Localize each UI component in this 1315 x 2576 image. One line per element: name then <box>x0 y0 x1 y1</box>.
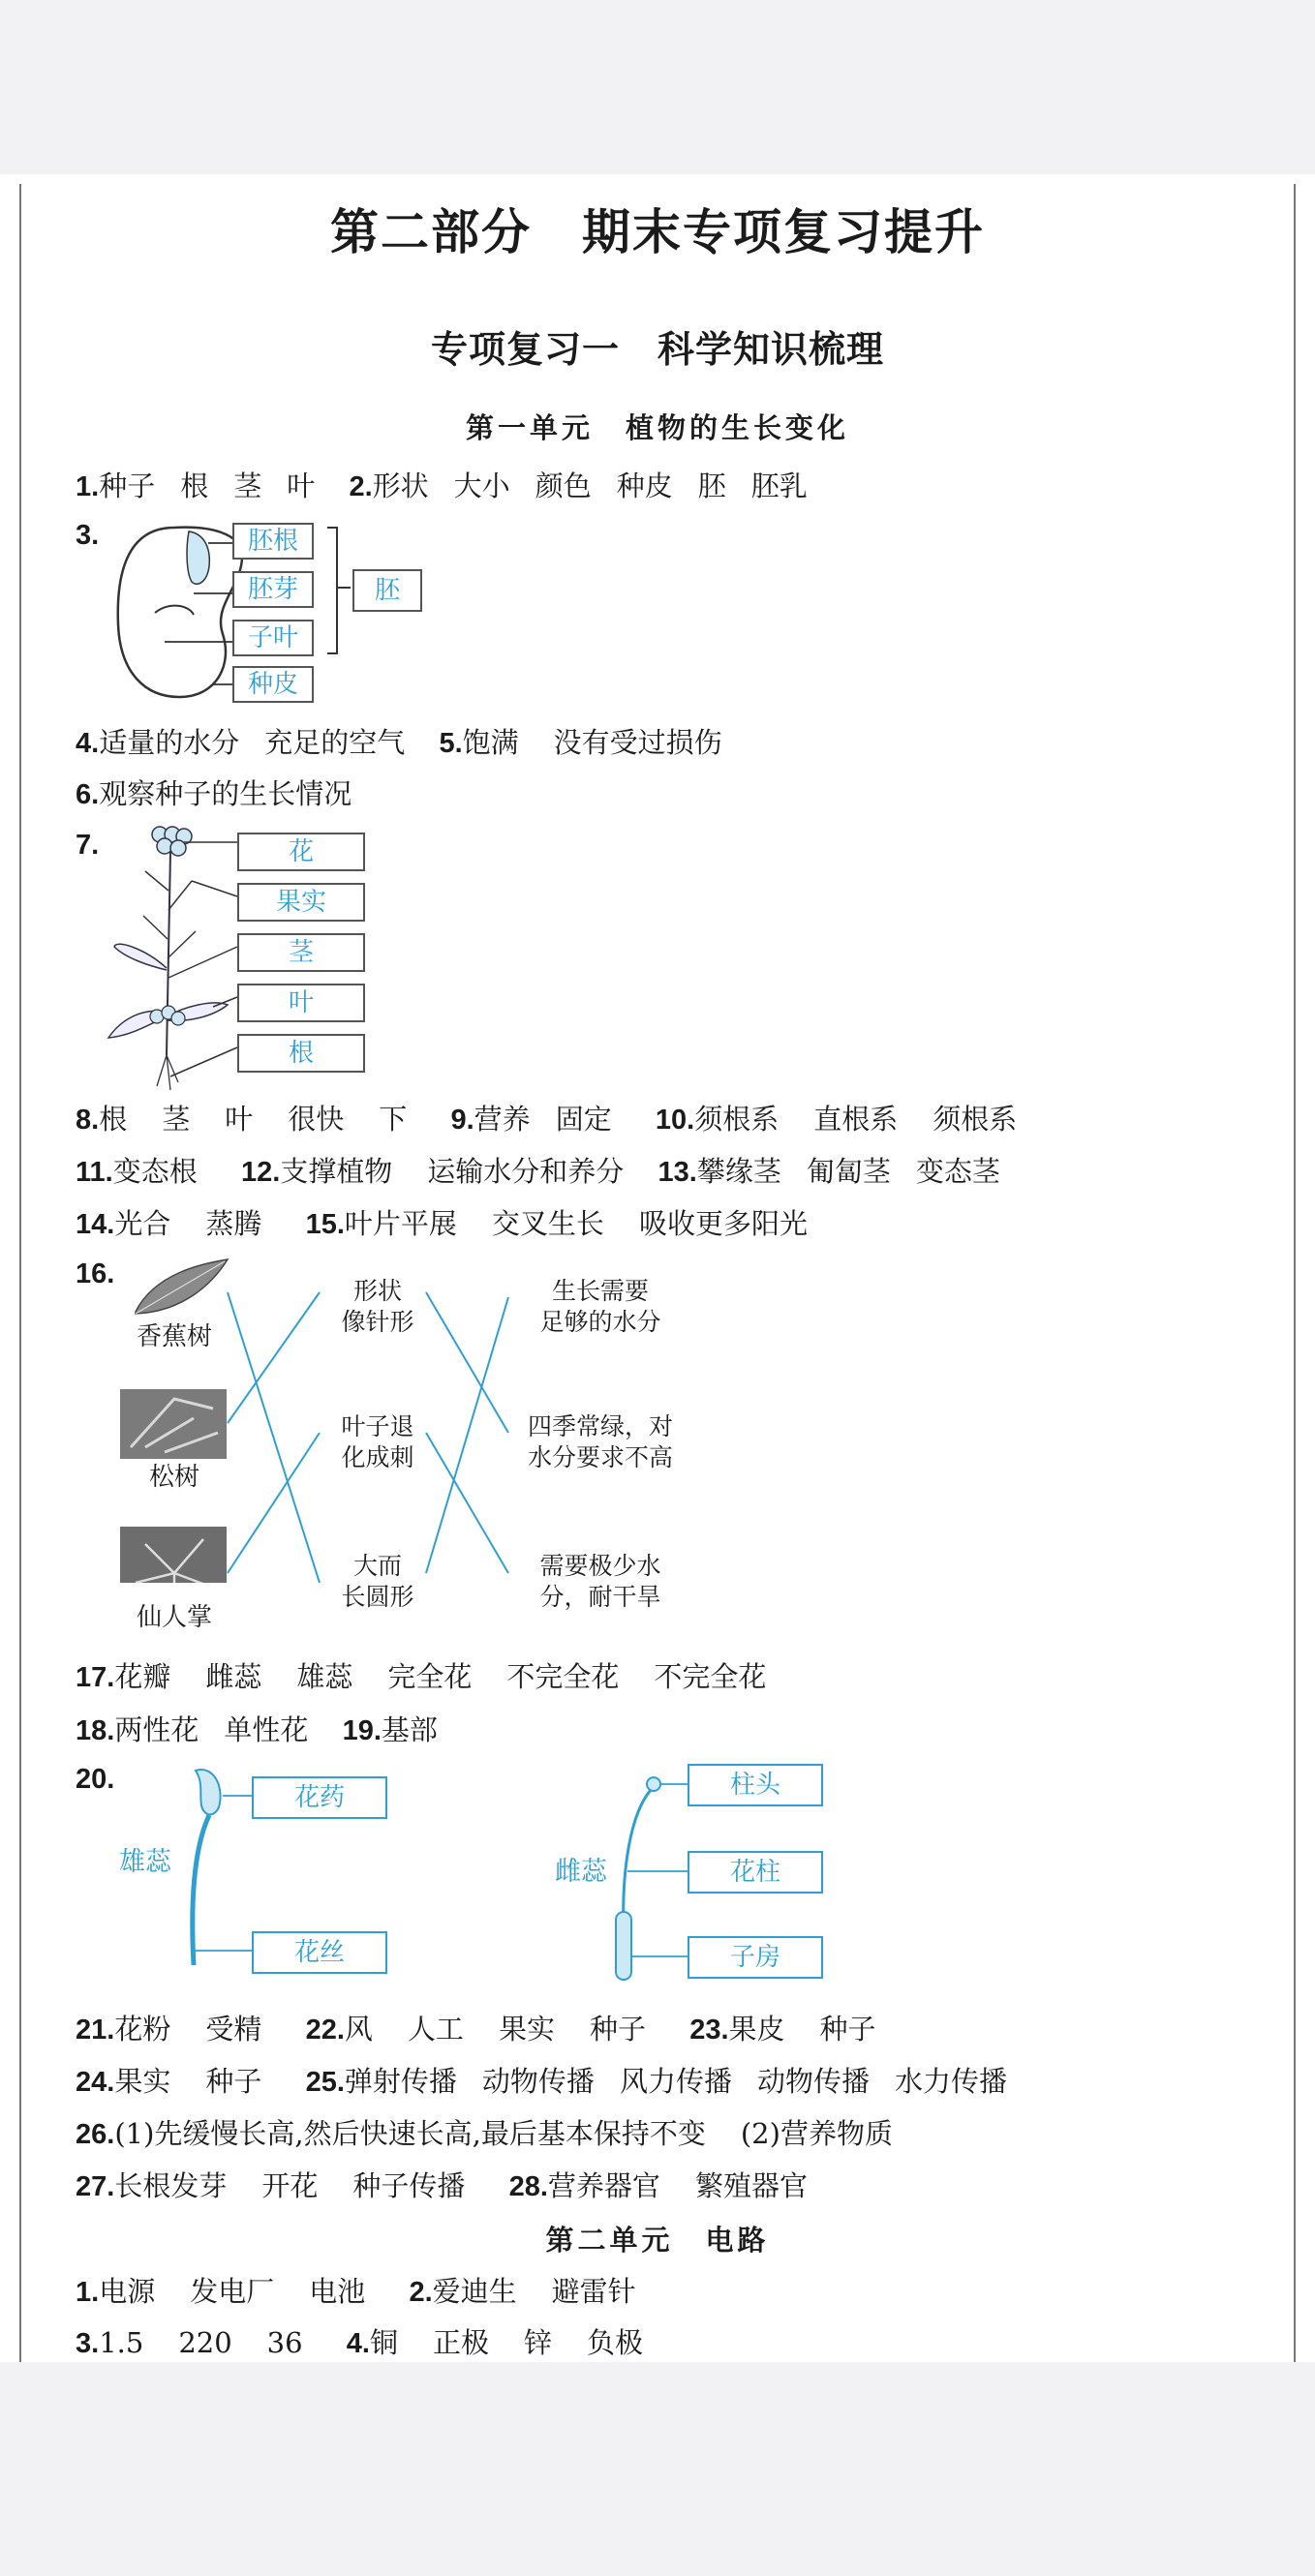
part-title: 第二部分 期末专项复习提升 <box>330 203 985 260</box>
q-number: 2. <box>349 471 373 502</box>
q3-number: 3. <box>76 520 100 551</box>
answer-line-q11-q13: 11.变态根 12.支撑植物 运输水分和养分 13.攀缘茎 匍匐茎 变态茎 <box>76 1155 1000 1188</box>
answer-line-q1-q2: 1.种子 根 茎 叶 2.形状 大小 颜色 种皮 胚 胚乳 <box>76 470 808 502</box>
plant-name-banana: 香蕉树 <box>136 1322 212 1351</box>
answer-line-q18-q19: 18.两性花 单性花 19.基部 <box>76 1713 438 1746</box>
pistil-part-style: 花柱 <box>688 1851 823 1894</box>
stamen-label: 雄蕊 <box>119 1847 171 1877</box>
unit1-title: 第一单元 植物的生长变化 <box>465 411 849 444</box>
env-drought: 需要极少水 分，耐干旱 <box>539 1552 661 1611</box>
leaf-shape-spine: 叶子退 化成刺 <box>341 1412 414 1471</box>
answer-line-q6: 6.观察种子的生长情况 <box>76 777 352 810</box>
plant-name-pine: 松树 <box>148 1463 199 1492</box>
answer-line-u2-q1-q2: 1.电源 发电厂 电池 2.爱迪生 避雷针 <box>76 2275 636 2308</box>
plant-label-leaf: 叶 <box>237 984 365 1022</box>
plant-label-flower: 花 <box>237 833 365 871</box>
section-title: 专项复习一 科学知识梳理 <box>430 327 884 371</box>
env-water: 生长需要 足够的水分 <box>539 1277 661 1336</box>
seed-label-cotyledon: 子叶 <box>232 620 314 656</box>
answer-line-q24-q25: 24.果实 种子 25.弹射传播 动物传播 风力传播 动物传播 水力传播 <box>76 2065 1007 2098</box>
unit2-title: 第二单元 电路 <box>545 2224 770 2257</box>
leaf-shape-needle: 形状 像针形 <box>341 1277 414 1336</box>
answer-line-u2-q3-q4: 3.1.5 220 36 4.铜 正极 锌 负极 <box>76 2326 644 2359</box>
answer-line-q14-q15: 14.光合 蒸腾 15.叶片平展 交叉生长 吸收更多阳光 <box>76 1207 808 1240</box>
answer-line-q21-q23: 21.花粉 受精 22.风 人工 果实 种子 23.果皮 种子 <box>76 2013 876 2046</box>
q7-number: 7. <box>76 830 100 861</box>
plant-label-fruit: 果实 <box>237 883 365 922</box>
pistil-part-ovary: 子房 <box>688 1936 823 1979</box>
leaf-shape-broad: 大而 长圆形 <box>341 1552 414 1611</box>
plant-label-stem: 茎 <box>237 933 365 972</box>
answer-line-q4-q5: 4.适量的水分 充足的空气 5.饱满 没有受过损伤 <box>76 726 722 759</box>
plant-label-root: 根 <box>237 1034 365 1073</box>
env-evergreen: 四季常绿，对 水分要求不高 <box>527 1412 673 1471</box>
answer-line-q8-q10: 8.根 茎 叶 很快 下 9.营养 固定 10.须根系 直根系 须根系 <box>76 1103 1018 1136</box>
pistil-part-stigma: 柱头 <box>688 1764 823 1806</box>
answer-line-q17: 17.花瓣 雌蕊 雄蕊 完全花 不完全花 不完全花 <box>76 1660 767 1693</box>
answer-line-q26: 26.(1)先缓慢长高,然后快速长高,最后基本保持不变 (2)营养物质 <box>76 2117 893 2150</box>
plant-name-cactus: 仙人掌 <box>136 1603 212 1632</box>
seed-label-plumule: 胚芽 <box>232 571 314 608</box>
q16-number: 16. <box>76 1258 115 1289</box>
stamen-part-anther: 花药 <box>252 1776 387 1819</box>
q-number: 1. <box>76 471 100 502</box>
bottom-margin <box>0 2362 1315 2576</box>
stamen-part-filament: 花丝 <box>252 1931 387 1974</box>
seed-label-radicle: 胚根 <box>232 523 314 560</box>
seed-label-seedcoat: 种皮 <box>232 666 314 703</box>
pistil-label: 雌蕊 <box>555 1857 607 1887</box>
q20-number: 20. <box>76 1764 115 1795</box>
seed-label-embryo: 胚 <box>352 569 422 612</box>
answer-line-q27-q28: 27.长根发芽 开花 种子传播 28.营养器官 繁殖器官 <box>76 2169 808 2202</box>
